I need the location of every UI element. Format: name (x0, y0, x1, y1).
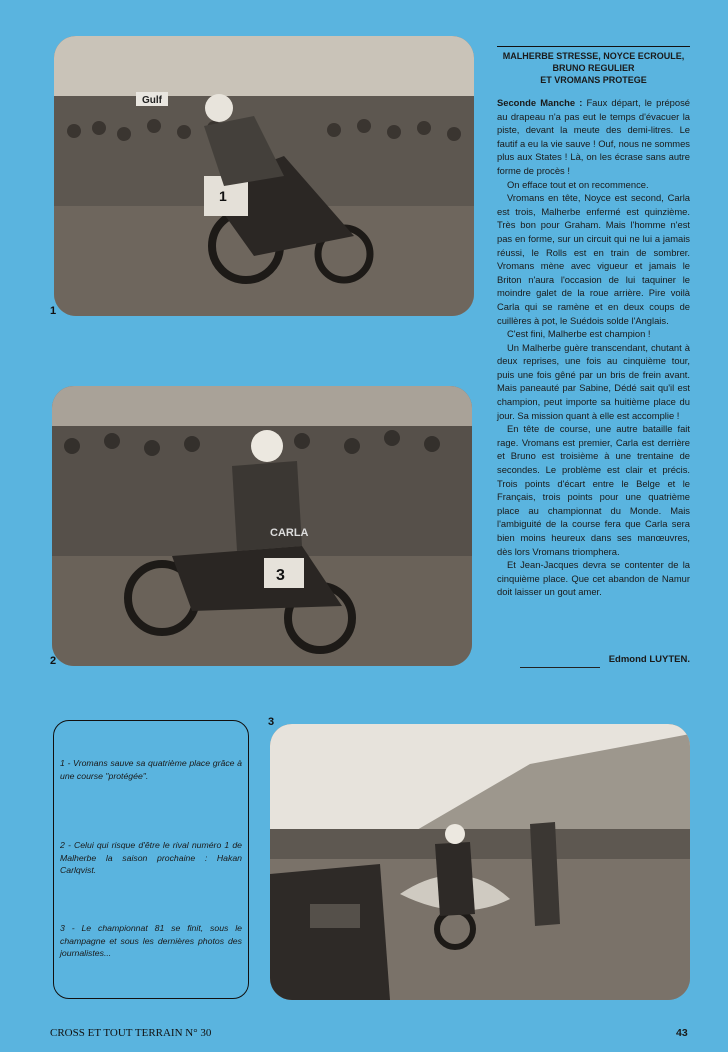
headline-line-1: MALHERBE STRESSE, NOYCE ECROULE, (502, 51, 685, 61)
gulf-sign-text: Gulf (142, 95, 162, 106)
caption-box (53, 720, 249, 999)
lead-text: Faux départ, le préposé au drapeau n'a pas eut le temps d'évacuer la piste, devant la meute des demi-litres. Le fautif a eu la vie sauve ! Ouf, nous ne sommes plus aux States ! Là, on les écrase sans autre forme de procès ! (497, 97, 691, 176)
lead-bold: Seconde Manche : (497, 97, 583, 108)
rider-name-on-jersey: CARLA (270, 527, 309, 539)
caption-1: 1 - Vromans sauve sa quatrième place grâce à une course "protégée". (60, 758, 242, 781)
article-paragraph: Vromans en tête, Noyce est second, Carla est trois, Malherbe enfermé est quinzième. Très bon pour Graham. Mais l'homme n'est pas en forme, sur un circuit qui ne lui a jamais réussi, le Rolls est en train de sombrer. Vromans mène avec vigueur et jamais le Briton n'aura l'occasion de lui taquiner le moindre galet de la roue arrière. Pire voilà Carla qui se ramène et en deux coups de cuillères à pot, le Suédois solde l'Anglais. (497, 192, 690, 326)
caption-2: 2 - Celui qui risque d'être le rival numéro 1 de Malherbe la saison prochaine : Hakan Carlqvist. (60, 840, 242, 875)
caption-3: 3 - Le championnat 81 se finit, sous le champagne et sous les dernières photos des journalistes... (60, 923, 242, 958)
article-column (497, 46, 690, 599)
rider-plate-1: 1 (219, 188, 227, 204)
article-headline (497, 46, 690, 86)
article-paragraph: En tête de course, une autre bataille fait rage. Vromans est premier, Carla est derrière et Bruno est troisième à une trentaine de secondes. Le problème est clair et précis. Trois points d'écart entre le Belge et le Français, trois points pour une quatrième place au championnat du Monde. Mais l'ambiguité de la course fera que Carla sera bien moins heureux dans ses manœuvres, dès lors Vromans triomphera. (497, 423, 690, 557)
photo-1 (54, 36, 474, 316)
signature-rule (520, 667, 600, 668)
motocross-rider-photo-2 (52, 386, 472, 666)
rider-plate-2: 3 (276, 567, 285, 584)
lead-paragraph (497, 96, 690, 178)
photo-number-1: 1 (50, 305, 57, 317)
article-paragraph: Un Malherbe guère transcendant, chutant à deux reprises, une fois au cinquième tour, puis une fois gêné par un bris de frein avant. Mais paneauté par Sabine, Dédé sait qu'il est champion, peut importe sa huitième place du jour. Sa mission quant à elle est accomplie ! (497, 341, 690, 421)
photo-3 (270, 724, 690, 1000)
headline-line-3: ET VROMANS PROTEGE (540, 75, 647, 85)
finish-line-photo-3 (270, 724, 690, 1000)
footer-magazine-title: CROSS ET TOUT TERRAIN N° 30 (50, 1027, 212, 1039)
headline-line-2: BRUNO REGULIER (552, 63, 635, 73)
photo-number-3: 3 (268, 716, 275, 728)
photo-2 (52, 386, 472, 666)
page-number: 43 (676, 1027, 688, 1039)
article-paragraph: Et Jean-Jacques devra se contenter de la cinquième place. Que cet abandon de Namur doit laisser un gout amer. (497, 559, 690, 598)
article-paragraph: On efface tout et on recommence. (507, 178, 649, 190)
article-paragraph: C'est fini, Malherbe est champion ! (507, 328, 651, 340)
author-signature: Edmond LUYTEN. (608, 654, 690, 665)
photo-number-2: 2 (50, 655, 57, 667)
motocross-rider-photo-1 (54, 36, 474, 316)
